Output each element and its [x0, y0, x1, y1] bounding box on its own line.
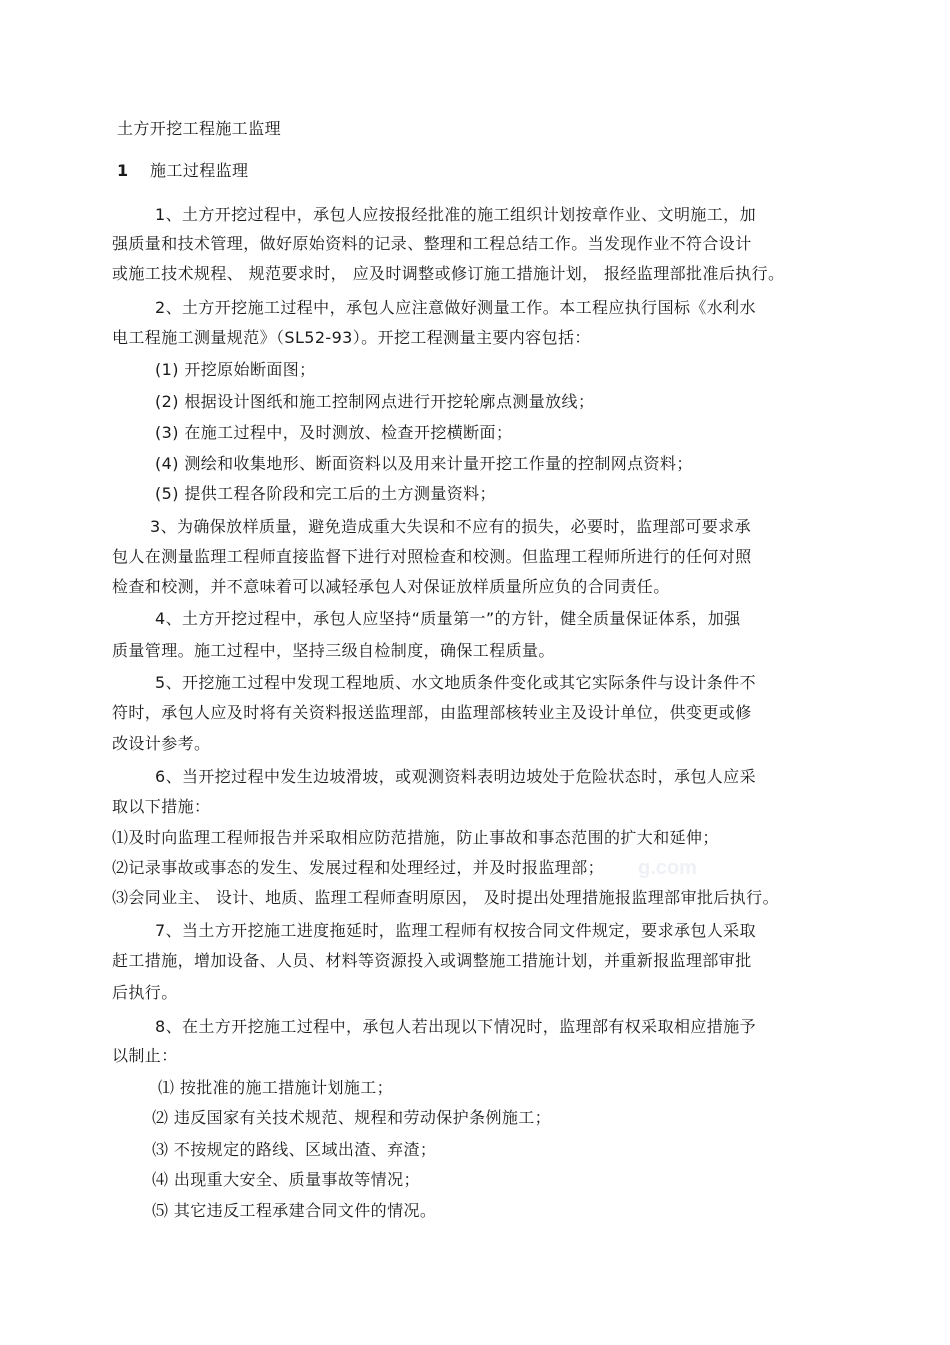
paragraph-line: 检查和校测，并不意味着可以减轻承包人对保证放样质量所应负的合同责任。	[112, 577, 670, 596]
paragraph-line: 改设计参考。	[112, 734, 211, 753]
paragraph-line: 2、土方开挖施工过程中，承包人应注意做好测量工作。本工程应执行国标《水利水	[155, 298, 756, 317]
paragraph-line: 包人在测量监理工程师直接监督下进行对照检查和校测。但监理工程师所进行的任何对照	[112, 547, 752, 566]
paragraph-line: 3、为确保放样质量，避免造成重大失误和不应有的损失，必要时，监理部可要求承	[150, 517, 751, 536]
paragraph-line: 或施工技术规程、 规范要求时， 应及时调整或修订施工措施计划， 报经监理部批准后执行。	[112, 264, 785, 283]
list-item: (3) 在施工过程中，及时测放、检查开挖横断面；	[155, 423, 513, 442]
list-item: (5) 提供工程各阶段和完工后的土方测量资料；	[155, 484, 496, 503]
watermark: g.com	[638, 857, 697, 879]
paragraph-line: 强质量和技术管理，做好原始资料的记录、整理和工程总结工作。当发现作业不符合设计	[112, 234, 752, 253]
list-item: (4) 测绘和收集地形、断面资料以及用来计量开挖工作量的控制网点资料；	[155, 454, 693, 473]
list-item: ⑶ 不按规定的路线、区域出渣、弃渣；	[152, 1140, 437, 1159]
list-item: (2) 根据设计图纸和施工控制网点进行开挖轮廓点测量放线；	[155, 392, 595, 411]
list-item: ⑴及时向监理工程师报告并采取相应防范措施，防止事故和事态范围的扩大和延伸；	[112, 828, 719, 847]
list-item: ⑵记录事故或事态的发生、发展过程和处理经过，并及时报监理部；	[112, 858, 605, 877]
doc-title: 土方开挖工程施工监理	[117, 119, 282, 138]
paragraph-line: 符时，承包人应及时将有关资料报送监理部，由监理部核转业主及设计单位，供变更或修	[112, 703, 752, 722]
list-item: ⑸ 其它违反工程承建合同文件的情况。	[152, 1201, 437, 1220]
list-item: ⑶会同业主、 设计、地质、监理工程师查明原因， 及时提出处理措施报监理部审批后执行。	[112, 888, 779, 907]
section-heading	[117, 160, 248, 182]
paragraph-line: 质量管理。施工过程中，坚持三级自检制度，确保工程质量。	[112, 641, 555, 660]
paragraph-line: 6、当开挖过程中发生边坡滑坡，或观测资料表明边坡处于危险状态时，承包人应采	[155, 767, 756, 786]
paragraph-line: 赶工措施，增加设备、人员、材料等资源投入或调整施工措施计划，并重新报监理部审批	[112, 951, 752, 970]
section-title: 施工过程监理	[150, 161, 249, 180]
paragraph-line: 取以下措施：	[112, 797, 211, 816]
paragraph-line: 后执行。	[112, 983, 178, 1002]
paragraph-line: 8、在土方开挖施工过程中，承包人若出现以下情况时，监理部有权采取相应措施予	[155, 1017, 756, 1036]
paragraph-line: 以制止：	[112, 1046, 178, 1065]
paragraph-line: 5、开挖施工过程中发现工程地质、水文地质条件变化或其它实际条件与设计条件不	[155, 673, 756, 692]
list-item: ⑴ 按批准的施工措施计划施工；	[158, 1078, 394, 1097]
paragraph-line: 7、当土方开挖施工进度拖延时，监理工程师有权按合同文件规定，要求承包人采取	[155, 921, 756, 940]
paragraph-line: 4、土方开挖过程中，承包人应坚持“质量第一”的方针，健全质量保证体系，加强	[155, 609, 741, 628]
list-item: ⑷ 出现重大安全、质量事故等情况；	[152, 1170, 420, 1189]
list-item: ⑵ 违反国家有关技术规范、规程和劳动保护条例施工；	[152, 1108, 552, 1127]
section-number: 1	[117, 161, 129, 180]
list-item: (1) 开挖原始断面图；	[155, 360, 316, 379]
paragraph-line: 1、土方开挖过程中，承包人应按报经批准的施工组织计划按章作业、文明施工，加	[155, 205, 756, 224]
paragraph-line: 电工程施工测量规范》（SL52-93）。开挖工程测量主要内容包括：	[112, 328, 591, 347]
